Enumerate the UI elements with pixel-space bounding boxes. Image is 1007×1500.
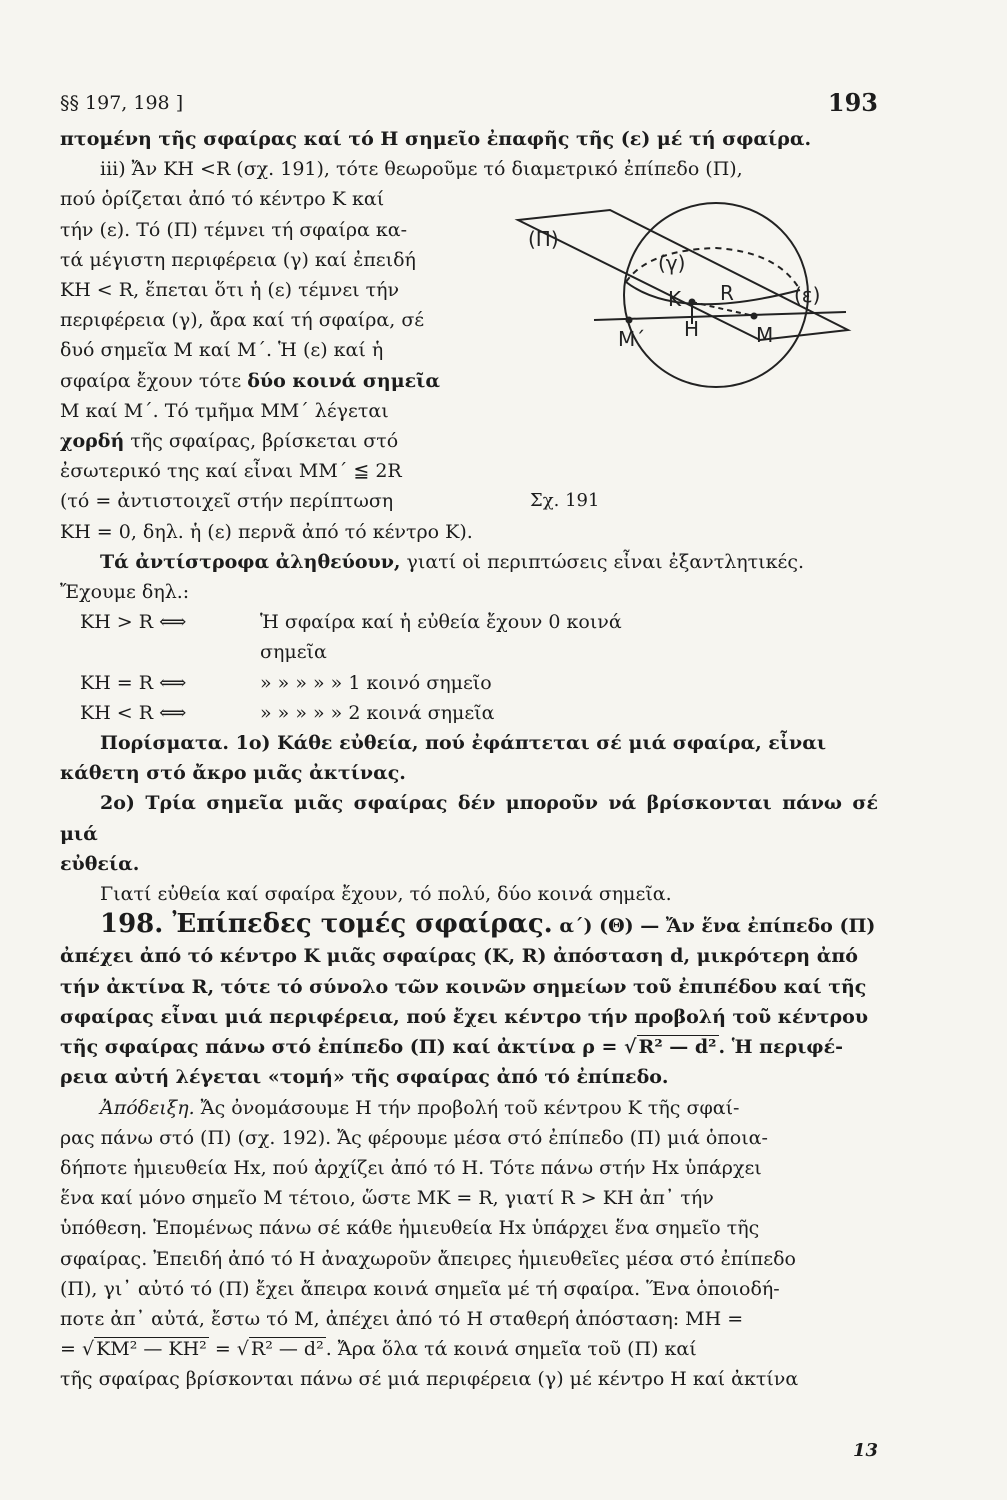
equivalence-table <box>60 607 878 728</box>
signature-mark: 13 <box>852 1440 878 1461</box>
section-title: 198. Ἐπίπεδες τομές σφαίρας. <box>100 909 553 940</box>
text-span: τῆς σφαίρας πάνω στό ἐπίπεδο (Π) καί ἀκτίνα ρ = √ <box>60 1036 637 1059</box>
circle-label: (γ) <box>658 251 686 276</box>
sqrt-term: ΚΜ² — ΚΗ² <box>96 1338 207 1361</box>
text-span: . Ἄρα ὅλα τά κοινά σημεῖα τοῦ (Π) καί <box>325 1338 697 1361</box>
equivalence-row <box>80 607 878 667</box>
equivalence-row <box>80 668 878 698</box>
text-line: ἐσωτερικό της καί εἶναι ΜΜ΄ ≦ 2R <box>60 460 402 483</box>
text-line: ὑπόθεση. Ἑπομένως πάνω σέ κάθε ἡμιευθεία Ηx ὑπάρχει ἕνα σημεῖο τῆς <box>60 1217 760 1240</box>
label-r: R <box>720 281 734 306</box>
text-line: 2ο) Τρία σημεῖα μιᾶς σφαίρας δέν μποροῦν νά βρίσκονται πάνω σέ μιά <box>60 792 878 845</box>
label-m-prime: Μ΄ <box>618 327 646 352</box>
text-span: . Ἡ περιφέ- <box>718 1036 844 1059</box>
text-line: τήν (ε). Τό (Π) τέμνει τή σφαίρα κα- <box>60 218 408 241</box>
text-line: πτομένη τῆς σφαίρας καί τό Η σημεῖο ἐπαφῆς τῆς (ε) μέ τή σφαίρα. <box>60 128 812 150</box>
great-circle <box>626 248 800 290</box>
text-span: γιατί οἱ περιπτώσεις εἶναι ἐξαντλητικές. <box>400 550 805 573</box>
equivalence-right: » » » » » 2 κοινά σημεῖα <box>260 701 495 724</box>
equivalence-right: » » » » » 1 κοινό σημεῖο <box>260 671 492 694</box>
text-line: ΚΗ = 0, δηλ. ἡ (ε) περνᾶ ἀπό τό κέντρο Κ). <box>60 520 473 543</box>
sqrt-term: R² — d² <box>250 1338 324 1361</box>
text-line <box>60 728 878 758</box>
proof-heading: Ἀπόδειξη. <box>100 1096 195 1119</box>
equivalence-left: ΚΗ = R ⟺ <box>80 671 187 694</box>
label-m: Μ <box>756 323 774 348</box>
text-line <box>60 547 878 577</box>
plane-label: (Π) <box>528 227 559 252</box>
text-line: τήν ἀκτίνα R, τότε τό σύνολο τῶν κοινῶν σημείων τοῦ ἐπιπέδου καί τῆς <box>60 975 867 998</box>
text-line: (Π), γι᾽ αὐτό τό (Π) ἔχει ἄπειρα κοινά σημεῖα μέ τή σφαίρα. Ἕνα ὁποιοδή- <box>60 1277 780 1300</box>
point-k <box>689 299 696 306</box>
point-m <box>751 313 758 320</box>
text-line: ρεια αὐτή λέγεται «τομή» τῆς σφαίρας ἀπό τό ἐπίπεδο. <box>60 1066 669 1089</box>
text-line: σφαίρας. Ἐπειδή ἀπό τό Η ἀναχωροῦν ἄπειρες ἡμιευθεῖες μέσα στό ἐπίπεδο <box>60 1247 796 1270</box>
bold-term: χορδή <box>60 430 125 453</box>
text-line <box>60 1093 878 1123</box>
text-line <box>60 426 492 456</box>
text-span: = √ <box>60 1338 95 1361</box>
figure-191 <box>498 190 878 520</box>
text-line: τῆς σφαίρας βρίσκονται πάνω σέ μιά περιφέρεια (γ) μέ κέντρο Η καί ἀκτίνα <box>60 1368 799 1391</box>
label-k: Κ <box>668 287 682 312</box>
text-line: ἀπέχει ἀπό τό κέντρο Κ μιᾶς σφαίρας (Κ, R) ἀπόσταση d, μικρότερη ἀπό <box>60 945 858 968</box>
section-reference: §§ 197, 198 ] <box>60 92 184 114</box>
equivalence-right: Ἡ σφαίρα καί ἡ εὐθεία ἔχουν 0 κοινά σημεῖα <box>260 611 622 664</box>
equivalence-left: ΚΗ > R ⟺ <box>80 611 187 634</box>
text-line: δυό σημεῖα Μ καί Μ΄. Ἡ (ε) καί ἡ <box>60 339 384 362</box>
text-line: ρας πάνω στό (Π) (σχ. 192). Ἄς φέρουμε μέσα στό ἐπίπεδο (Π) μιά ὁποια- <box>60 1126 768 1149</box>
text-line: (τό = ἀντιστοιχεῖ στήν περίπτωση <box>60 490 394 513</box>
text-span: = √ <box>208 1338 249 1361</box>
point-m-prime <box>626 317 633 324</box>
narrow-column <box>60 184 492 516</box>
plane-outline <box>518 210 848 340</box>
text-span: 1ο) Κάθε εὐθεία, πού ἐφάπτεται σέ μιά σφαίρα, εἶναι <box>229 732 827 755</box>
text-line: δήποτε ἡμιευθεία Ηx, πού ἀρχίζει ἀπό τό Η. Τότε πάνω στήν Ηx ὑπάρχει <box>60 1156 762 1179</box>
text-line <box>60 909 878 941</box>
page <box>60 88 878 1395</box>
text-line <box>60 366 492 396</box>
bold-term: δύο κοινά σημεῖα <box>247 369 440 392</box>
corollary-heading: Πορίσματα. <box>100 732 230 755</box>
figure-block <box>60 184 878 516</box>
text-line: ποτε ἀπ᾽ αὐτά, ἔστω τό Μ, ἀπέχει ἀπό τό Η σταθερή ἀπόσταση: ΜΗ = <box>60 1307 744 1330</box>
line-label: (ε) <box>794 283 821 308</box>
text-span: α΄) (Θ) — Ἄν ἕνα ἐπίπεδο (Π) <box>552 915 876 938</box>
text-line: iii) Ἄν ΚΗ <R (σχ. 191), τότε θεωροῦμε τό διαμετρικό ἐπίπεδο (Π), <box>100 158 743 181</box>
text-line: σφαίρας εἶναι μιά περιφέρεια, πού ἔχει κέντρο τήν προβολή τοῦ κέντρου <box>60 1005 869 1028</box>
text-span: Ἄς ὀνομάσουμε Η τήν προβολή τοῦ κέντρου Κ τῆς σφαί- <box>194 1096 740 1119</box>
text-line: εὐθεία. <box>60 852 140 875</box>
text-line: Γιατί εὐθεία καί σφαίρα ἔχουν, τό πολύ, δύο κοινά σημεῖα. <box>100 883 672 906</box>
page-number: 193 <box>827 88 878 117</box>
label-h: Η <box>684 317 700 342</box>
text-span: τῆς σφαίρας, βρίσκεται στό <box>124 430 399 453</box>
text-line <box>60 1032 878 1062</box>
text-line <box>60 1334 878 1364</box>
bold-term: Τά ἀντίστροφα ἀληθεύουν, <box>100 550 401 573</box>
body-text <box>60 124 878 1395</box>
text-line: ΚΗ < R, ἕπεται ὅτι ἡ (ε) τέμνει τήν <box>60 279 400 302</box>
text-line: ἕνα καί μόνο σημεῖο Μ τέτοιο, ὥστε ΜΚ = R, γιατί R > ΚΗ ἀπ᾽ τήν <box>60 1187 714 1210</box>
figure-caption: Σχ. 191 <box>530 490 600 512</box>
text-line: κάθετη στό ἄκρο μιᾶς ἀκτίνας. <box>60 762 406 785</box>
text-line: Ἔχουμε δηλ.: <box>60 581 190 604</box>
sqrt-term: R² — d² <box>638 1036 717 1059</box>
text-line: τά μέγιστη περιφέρεια (γ) καί ἐπειδή <box>60 248 416 271</box>
equivalence-row <box>80 698 878 728</box>
running-header <box>60 88 878 124</box>
text-span: σφαίρα ἔχουν τότε <box>60 369 248 392</box>
text-line: Μ καί Μ΄. Τό τμῆμα ΜΜ΄ λέγεται <box>60 399 389 422</box>
text-line: περιφέρεια (γ), ἄρα καί τή σφαίρα, σέ <box>60 309 425 332</box>
text-line: πού ὁρίζεται ἀπό τό κέντρο Κ καί <box>60 188 385 211</box>
equivalence-left: ΚΗ < R ⟺ <box>80 701 187 724</box>
